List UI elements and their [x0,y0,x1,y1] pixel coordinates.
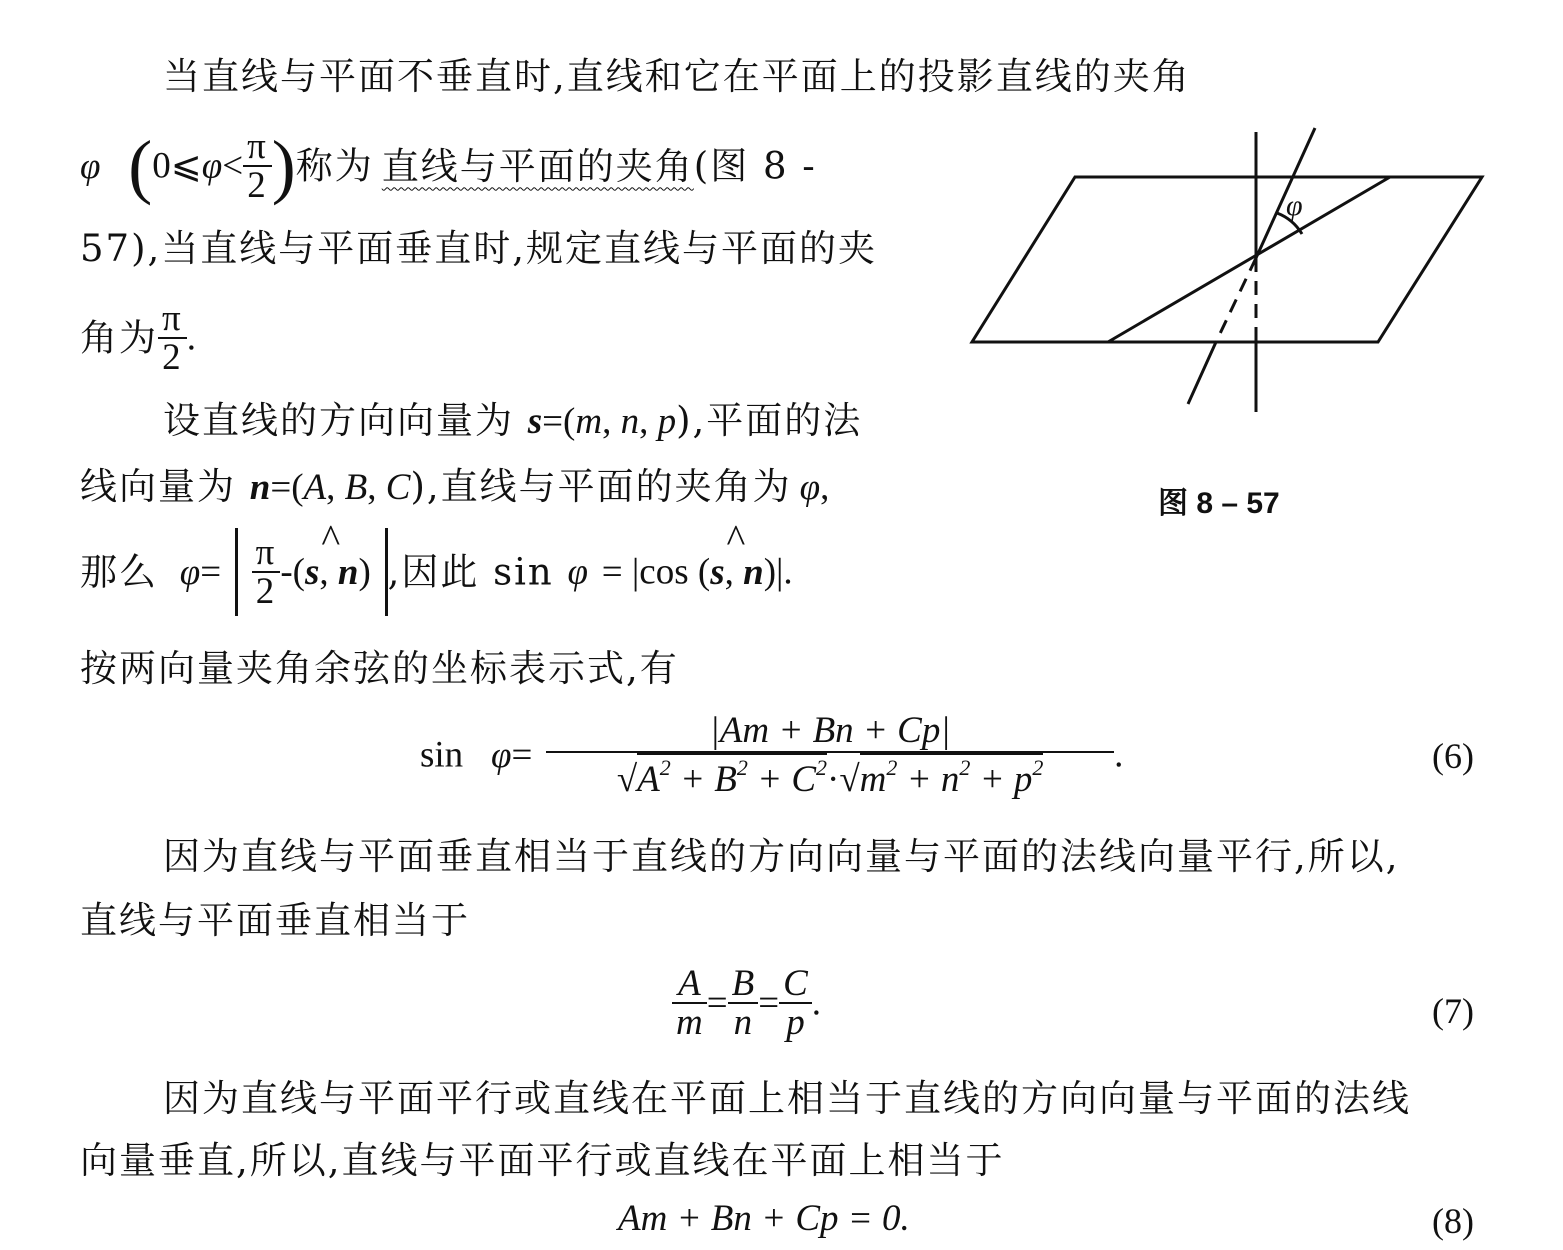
vector-n: n [743,552,764,593]
pi-over-2-c [252,534,281,610]
period: . [186,317,196,359]
comma: , [602,401,621,442]
comma: , [724,552,744,593]
vector-s: s [305,552,320,593]
eq6-numerator: |Am + Bn + Cp| [709,710,951,751]
slanted-line-lower [1188,342,1216,404]
abs-bar-left [235,528,238,616]
eq6-denominator [546,751,1114,798]
close: ) [358,551,371,593]
eq: =( [270,467,304,508]
eq: = [758,982,780,1024]
pi-over-2-fraction [243,128,272,204]
para2-line2 [80,465,830,508]
text: ),平面的法 [676,399,863,442]
equation-7 [672,965,821,1055]
eq-number-7: (7) [1432,991,1474,1031]
phi-symbol: φ [80,145,101,187]
frac-den: 2 [243,165,272,204]
equation-8: Am + Bn + Cp = 0. [618,1198,910,1239]
close-paren: ) [271,126,296,206]
para5-line1: 因为直线与平面平行或直线在平面上相当于直线的方向向量与平面的法线 [163,1077,1411,1120]
phi: φ [490,734,512,776]
var-A: A [303,467,327,508]
sqrt-mnp: $m^2 + n^2 + p^2$ [859,755,1044,800]
frac-B-n: $\frac{B}{n}$ [728,965,759,1041]
para5-line2: 向量垂直,所以,直线与平面平行或直线在平面上相当于 [80,1139,1005,1182]
pi-over-2-b [158,300,187,376]
text: ,因此 sin [387,550,554,594]
vector-s: s [527,401,543,442]
comma: , [820,467,830,508]
eq: = [706,982,728,1024]
vector-n: n [249,467,271,508]
fig-ref: (图 8 - [693,144,817,188]
angle-s-n [305,516,359,593]
plane-parallelogram [972,177,1482,342]
minus: -( [280,551,305,593]
para1-line4 [80,300,196,380]
angle-phi-label: φ [1286,189,1303,222]
vector-s: s [710,552,725,593]
para1-line1: 当直线与平面不垂直时,直线和它在平面上的投影直线的夹角 [163,55,1191,98]
para4-line1: 因为直线与平面垂直相当于直线的方向向量与平面的法线向量平行,所以, [163,835,1400,878]
var-C: C [385,467,411,508]
comma: , [367,467,386,508]
projection-line [1108,177,1390,342]
frac-num: π [247,126,268,167]
slanted-line-hidden [1216,258,1256,342]
sqrt-icon: √ [839,759,860,800]
angle-is-text: 角为 [80,316,158,360]
vector-n: n [337,552,359,593]
sqrt-icon: √ [616,759,638,800]
eq: = [200,551,222,593]
named-text: 称为 [295,144,374,188]
frac-C-p: $\frac{C}{p}$ [779,965,812,1041]
open-paren: ( [128,126,153,206]
eq: =( [542,401,576,442]
dot: · [827,759,840,800]
range-left: 0⩽ [152,145,202,187]
period: . [811,982,822,1024]
text: 线向量为 [80,465,236,508]
text: 设直线的方向向量为 [163,399,514,442]
text: 那么 [80,550,158,594]
eq-number-8: (8) [1432,1201,1474,1241]
comma: , [319,552,338,593]
frac-den: 2 [252,571,281,610]
sqrt-abc: $A^2 + B^2 + C^2$ [637,755,827,800]
eq6-fraction [546,712,1114,798]
var-m: m [575,401,603,442]
var-B: B [344,467,368,508]
phi: φ [179,551,201,593]
para1-line3: 57),当直线与平面垂直时,规定直线与平面的夹 [80,227,878,270]
para2-line3 [80,516,793,618]
equation-6 [420,712,1123,802]
comma: , [326,467,345,508]
para3: 按两向量夹角余弦的坐标表示式,有 [80,647,679,690]
text: ),直线与平面的夹角为 [410,465,792,508]
para4-line2: 直线与平面垂直相当于 [80,899,470,942]
frac-den: 2 [158,337,187,376]
period: . [1114,734,1124,776]
para2-line1 [163,399,863,442]
hat-icon: ^ [726,516,748,561]
hat-icon: ^ [321,516,343,561]
var-p: p [657,401,677,442]
phi: φ [567,551,589,593]
eq: = [511,734,533,776]
sin: sin [420,734,464,776]
range-phi: φ [201,145,223,187]
comma: , [639,401,658,442]
cos: = |cos ( [601,551,711,593]
var-n: n [620,401,640,442]
angle-s-n-2 [710,516,764,593]
phi: φ [799,467,821,508]
para1-line2 [80,128,817,208]
frac-A-m: $\frac{A}{m}$ [672,965,707,1041]
end: )|. [763,551,793,593]
figure-caption: 图 8 – 57 [1158,487,1280,520]
frac-num: π [255,532,277,573]
frac-num: π [162,298,183,339]
figure-8-57 [960,120,1500,420]
range-lt: < [222,145,244,187]
eq-number-6: (6) [1432,736,1474,776]
term-wavy: 直线与平面的夹角 [381,144,694,188]
